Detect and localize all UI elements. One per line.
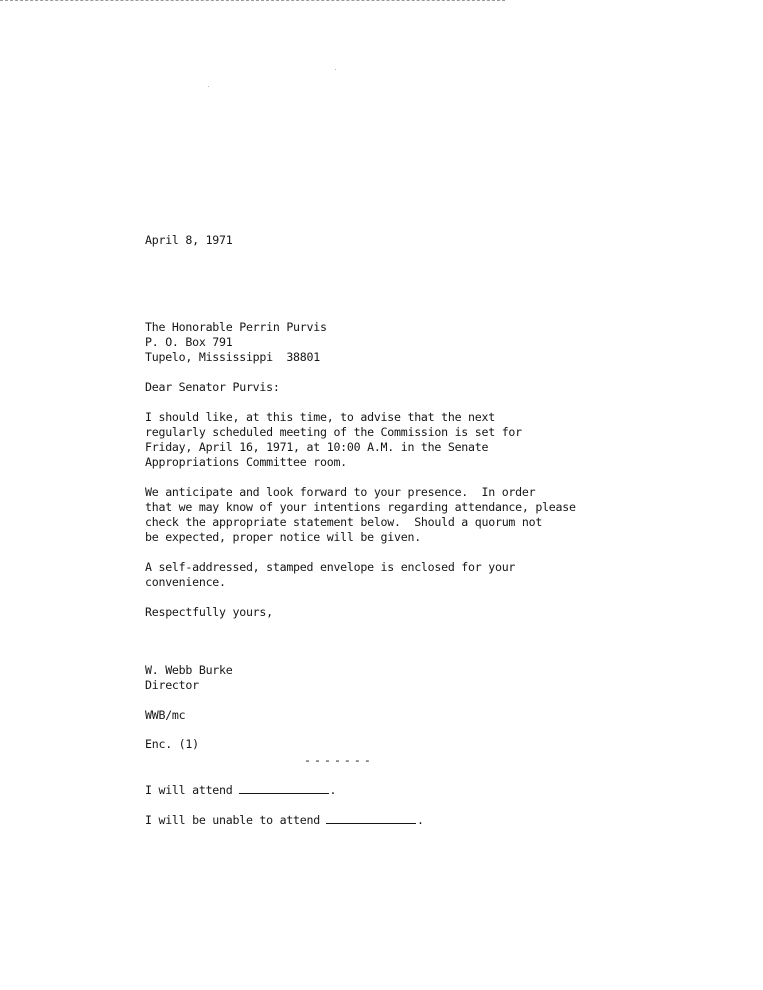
paragraph-2-line: check the appropriate statement below. Should a quorum not [145,515,543,529]
attend-period: . [329,783,337,797]
paragraph-3-line: A self-addressed, stamped envelope is enclosed for your [145,560,516,574]
letter-date: April 8, 1971 [145,233,233,247]
unable-period: . [416,813,424,827]
paragraph-3-line: convenience. [145,575,226,589]
signer-name: W. Webb Burke [145,663,233,677]
unable-label: I will be unable to attend [145,813,320,827]
attend-blank[interactable] [239,792,329,794]
paragraph-1-line: Friday, April 16, 1971, at 10:00 A.M. in the Senate [145,440,489,454]
paragraph-2-line: be expected, proper notice will be given. [145,530,421,544]
unable-statement [145,813,424,828]
enclosure-note: Enc. (1) [145,737,199,751]
paragraph-1-line: regularly scheduled meeting of the Commission is set for [145,425,522,439]
recipient-address-line-1: P. O. Box 791 [145,335,233,349]
recipient-address-line-2: Tupelo, Mississippi 38801 [145,350,320,364]
top-edge-dashes [0,0,505,1]
attend-statement [145,783,336,798]
reference-initials: WWB/mc [145,708,186,722]
recipient-name: The Honorable Perrin Purvis [145,320,327,334]
paper-speck [208,86,209,87]
closing: Respectfully yours, [145,605,273,619]
paragraph-2-line: We anticipate and look forward to your presence. In order [145,485,536,499]
salutation: Dear Senator Purvis: [145,380,280,394]
paragraph-1-line: I should like, at this time, to advise that the next [145,410,495,424]
separator-dashes: ------- [304,753,374,767]
unable-blank[interactable] [326,822,416,824]
paper-speck [335,69,336,70]
paragraph-2-line: that we may know of your intentions regarding attendance, please [145,500,576,514]
paragraph-1-line: Appropriations Committee room. [145,455,347,469]
attend-label: I will attend [145,783,233,797]
signer-title: Director [145,678,199,692]
